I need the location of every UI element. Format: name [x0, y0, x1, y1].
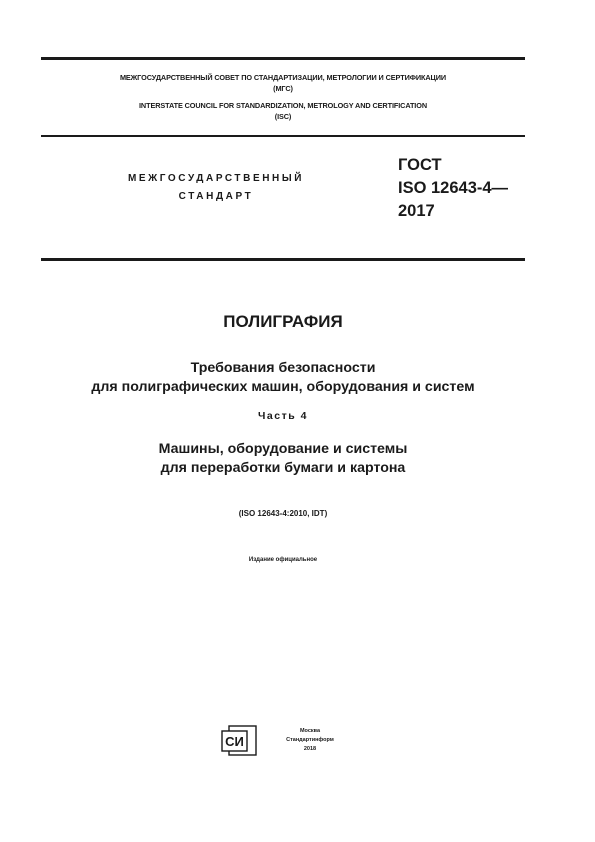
- iso-reference: (ISO 12643-4:2010, IDT): [238, 509, 328, 518]
- council-abbr-en: (ISC): [274, 112, 292, 121]
- document-title: ПОЛИГРАФИЯ: [223, 312, 343, 331]
- logo-text: СИ: [225, 734, 244, 749]
- edition-note: Издание официальное: [248, 557, 318, 563]
- gost-number: ISO 12643-4—: [398, 179, 509, 197]
- interstate-label-line2: СТАНДАРТ: [178, 191, 254, 202]
- publisher-city: Москва: [299, 728, 321, 734]
- top-rule: [41, 57, 525, 60]
- middle-rule: [41, 135, 525, 137]
- gost-year: 2017: [398, 202, 435, 220]
- council-abbr-ru: (МГС): [273, 84, 293, 93]
- publisher-name: Стандартинформ: [286, 737, 334, 743]
- part-title-line2: для переработки бумаги и картона: [160, 460, 406, 476]
- subtitle-line1: Требования безопасности: [190, 360, 376, 376]
- subtitle-line2: для полиграфических машин, оборудования и систем: [91, 379, 475, 395]
- publisher-year: 2018: [303, 746, 317, 752]
- interstate-label-line1: МЕЖГОСУДАРСТВЕННЫЙ: [127, 173, 305, 184]
- lower-rule: [41, 258, 525, 261]
- council-name-ru: МЕЖГОСУДАРСТВЕННЫЙ СОВЕТ ПО СТАНДАРТИЗАЦИИ, МЕТРОЛОГИИ И СЕРТИФИКАЦИИ: [119, 73, 447, 82]
- standartinform-logo: [221, 725, 257, 756]
- part-title-line1: Машины, оборудование и системы: [158, 441, 408, 457]
- part-number: Часть 4: [258, 410, 308, 422]
- council-name-en: INTERSTATE COUNCIL FOR STANDARDIZATION, METROLOGY AND CERTIFICATION: [138, 101, 427, 110]
- gost-label: ГОСТ: [398, 156, 442, 174]
